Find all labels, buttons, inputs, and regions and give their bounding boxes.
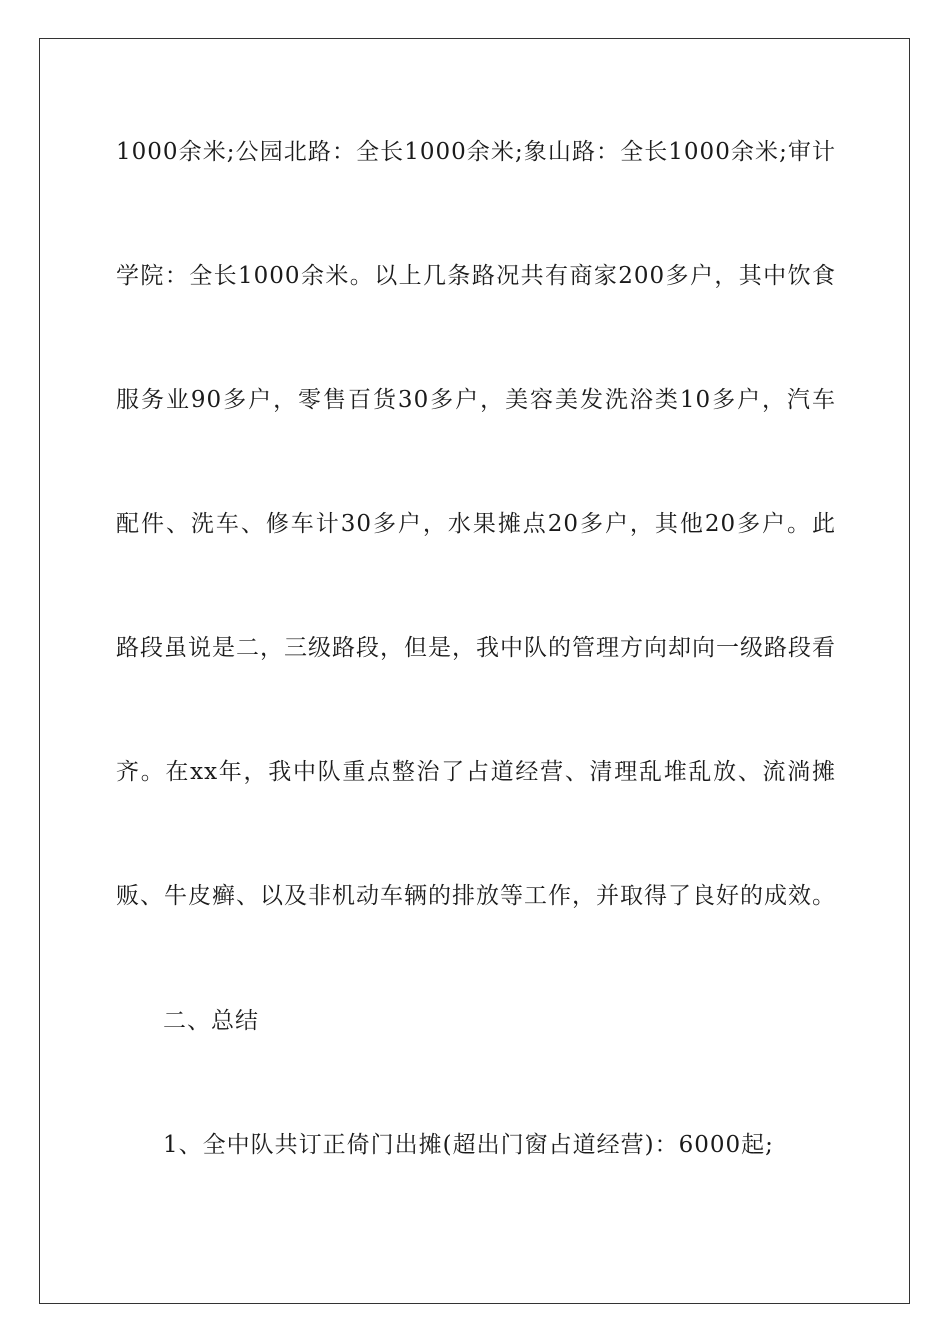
paragraph-line-2: 学院：全长1000余米。以上几条路况共有商家200多户，其中饮食 xyxy=(116,263,836,289)
paragraph-line-3: 服务业90多户，零售百货30多户，美容美发洗浴类10多户，汽车 xyxy=(116,387,836,413)
paragraph-line-1: 1000余米;公园北路：全长1000余米;象山路：全长1000余米;审计 xyxy=(116,139,836,165)
section-heading: 二、总结 xyxy=(163,1008,259,1034)
page-border xyxy=(39,38,910,1304)
paragraph-line-5: 路段虽说是二，三级路段，但是，我中队的管理方向却向一级路段看 xyxy=(116,635,836,661)
paragraph-line-6: 齐。在xx年，我中队重点整治了占道经营、清理乱堆乱放、流淌摊 xyxy=(116,759,836,785)
list-item-1: 1、全中队共订正倚门出摊(超出门窗占道经营)：6000起; xyxy=(163,1132,774,1158)
paragraph-line-4: 配件、洗车、修车计30多户，水果摊点20多户，其他20多户。此 xyxy=(116,511,836,537)
paragraph-line-7: 贩、牛皮癣、以及非机动车辆的排放等工作，并取得了良好的成效。 xyxy=(116,883,836,909)
